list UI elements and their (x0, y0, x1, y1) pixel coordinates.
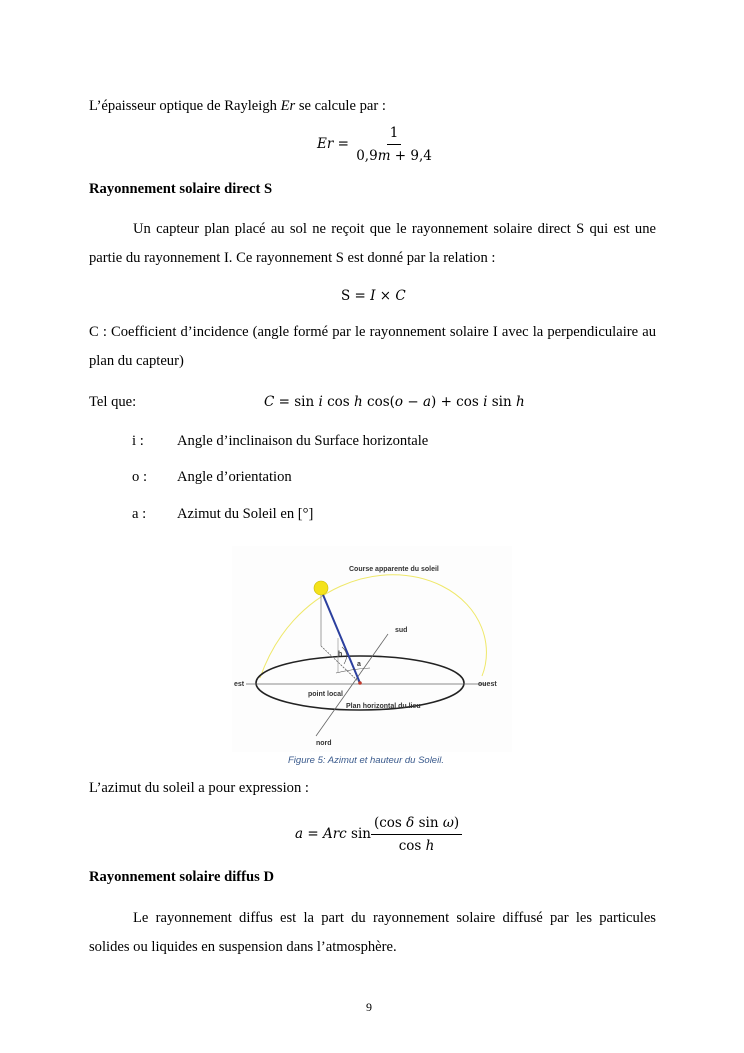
definition-text: Azimut du Soleil en [°] (177, 506, 314, 522)
diffus-paragraph: Le rayonnement diffus est la part du rayonnement solaire diffusé par les particules solides ou liquides en suspension dans l’atmosphère. (89, 910, 656, 955)
definition-text: Angle d’inclinaison du Surface horizontale (177, 433, 429, 449)
definition-term: o : (132, 469, 147, 485)
azimut-intro: L’azimut du soleil a pour expression : (89, 780, 309, 796)
equation-azimut: a = Arc sin $\frac{\text{(cos δ sin ω)}}{\text{cos h}}$ (295, 814, 462, 855)
equation-c: C = sin i cos h cos(o − a) + cos i sin h (264, 394, 525, 410)
label-course: Course apparente du soleil (349, 566, 439, 573)
intro-paragraph: L’épaisseur optique de Rayleigh Er se calcule par : (89, 98, 386, 114)
label-h: h (338, 651, 343, 658)
label-nord: nord (316, 740, 332, 747)
definition-text: Angle d’orientation (177, 469, 292, 485)
equation-s: S = I × C (341, 288, 406, 304)
sun-diagram (232, 546, 512, 752)
equation-er: Er = $\frac{1}{0,9m + 9,4}$ (317, 124, 435, 165)
coefficient-paragraph: C : Coefficient d’incidence (angle formé par le rayonnement solaire I avec la perpendiculaire au plan du capteur) (89, 324, 656, 369)
figure-sun-azimuth (232, 546, 512, 752)
definition-term: a : (132, 506, 147, 522)
label-est: est (234, 681, 245, 688)
point-local-marker (358, 681, 362, 685)
label-plan: Plan horizontal du lieu (346, 703, 421, 710)
label-point-local: point local (308, 691, 343, 698)
page-number: 9 (366, 1000, 372, 1014)
fraction-er: $\frac{1}{0,9m + 9,4}$ (356, 125, 432, 164)
definition-term: i : (132, 433, 144, 449)
label-a: a (357, 661, 361, 668)
heading-diffuse-radiation: Rayonnement solaire diffus D (89, 869, 274, 885)
sun-icon (314, 581, 328, 595)
fraction-azimut: $\frac{\text{(cos δ sin ω)}}{\text{cos h}}$ (371, 814, 462, 855)
direct-paragraph: Un capteur plan placé au sol ne reçoit que le rayonnement solaire direct S qui est une partie du rayonnement I. Ce rayonnement S est donné par la relation : (89, 221, 656, 266)
tel-que-label: Tel que: (89, 394, 137, 410)
label-ouest: ouest (478, 681, 497, 688)
heading-direct-radiation: Rayonnement solaire direct S (89, 181, 273, 197)
label-sud: sud (395, 627, 408, 634)
figure-caption: Figure 5: Azimut et hauteur du Soleil. (288, 755, 444, 766)
